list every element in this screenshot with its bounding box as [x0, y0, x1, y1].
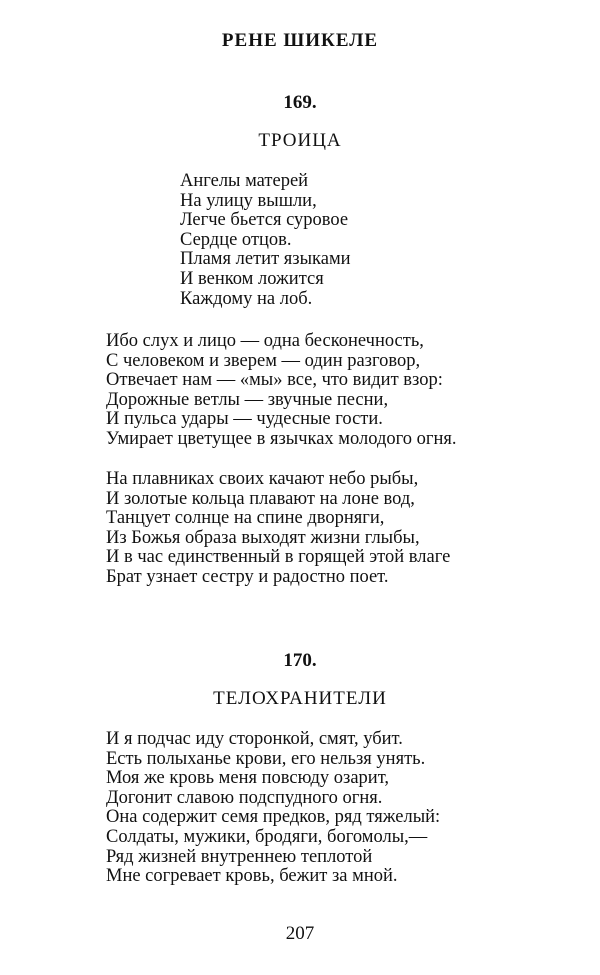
verse-line: Ангелы матерей — [180, 171, 309, 191]
verse-line: И венком ложится — [180, 268, 324, 289]
poem-number: 169. — [283, 92, 317, 113]
verse-line: Моя же кровь меня повсюду озарит, — [106, 768, 390, 789]
verse-line: Легче бьется суровое — [180, 210, 349, 231]
verse-line: И пульса удары — чудесные гости. — [106, 409, 383, 430]
verse-line: И золотые кольца плавают на лоне вод, — [106, 488, 415, 509]
verse-line: С человеком и зверем — один разговор, — [106, 350, 421, 371]
verse-line: Есть полыханье крови, его нельзя унять. — [106, 748, 426, 769]
verse-line: На плавниках своих качают небо рыбы, — [106, 469, 419, 489]
verse-line: Из Божья образа выходят жизни глыбы, — [106, 527, 420, 548]
verse-line: Ибо слух и лицо — одна бесконечность, — [106, 331, 424, 351]
poem-number: 170. — [283, 650, 317, 671]
verse-line: Сердце отцов. — [180, 229, 292, 250]
stanza — [180, 172, 351, 309]
author-heading: РЕНЕ ШИКЕЛЕ — [221, 30, 379, 51]
verse-line: Брат узнает сестру и радостно поет. — [106, 566, 389, 587]
stanza — [106, 730, 440, 887]
verse-line: Дорожные ветлы — звучные песни, — [106, 389, 389, 410]
verse-line: Ряд жизней внутреннею теплотой — [106, 846, 373, 867]
stanza — [106, 470, 450, 588]
verse-line: Каждому на лоб. — [180, 288, 313, 309]
verse-line: Догонит славою подспудного огня. — [106, 787, 383, 808]
stanza — [106, 332, 457, 450]
verse-line: Она содержит семя предков, ряд тяжелый: — [106, 807, 441, 828]
poem-title: ТРОИЦА — [258, 130, 342, 151]
verse-line: Танцует солнце на спине дворняги, — [106, 508, 385, 529]
verse-line: Мне согревает кровь, бежит за мной. — [106, 866, 398, 887]
verse-line: Умирает цветущее в язычках молодого огня. — [106, 428, 457, 449]
verse-line: Солдаты, мужики, бродяги, богомолы,— — [106, 826, 428, 847]
verse-line: И я подчас иду сторонкой, смят, убит. — [106, 729, 403, 749]
verse-line: Пламя летит языками — [180, 249, 351, 270]
verse-line: Отвечает нам — «мы» все, что видит взор: — [106, 370, 443, 391]
page-number: 207 — [285, 923, 315, 944]
verse-line: И в час единственный в горящей этой влаге — [106, 547, 451, 568]
verse-line: На улицу вышли, — [180, 190, 317, 211]
poem-title: ТЕЛОХРАНИТЕЛИ — [213, 688, 387, 709]
